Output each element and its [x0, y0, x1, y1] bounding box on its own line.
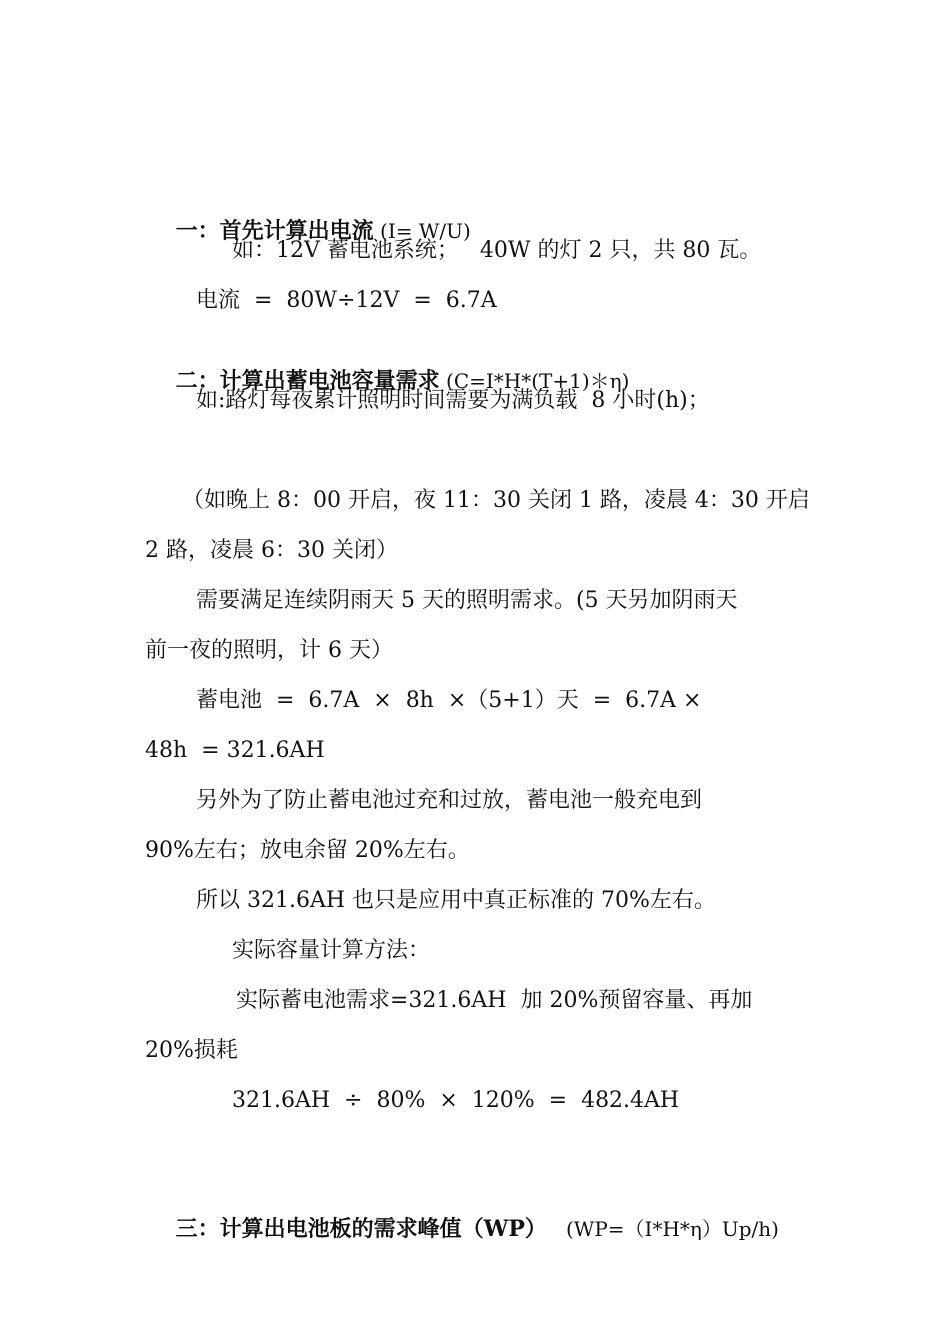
text-line: 另外为了防止蓄电池过充和过放，蓄电池一般充电到	[196, 788, 703, 813]
section-1-formula: (I= W/U)	[373, 219, 471, 243]
section-2-heading	[145, 336, 630, 394]
text-line: 实际容量计算方法：	[232, 938, 431, 963]
section-2-title: 二：计算出蓄电池容量需求	[175, 368, 440, 394]
text-line: 90%左右；放电余留 20%左右。	[145, 838, 470, 863]
text-line: 20%损耗	[145, 1038, 238, 1063]
text-line: 蓄电池 = 6.7A × 8h ×（5+1）天 = 6.7A ×	[196, 688, 702, 713]
section-3-heading	[145, 1184, 779, 1242]
text-line: 前一夜的照明，计 6 天）	[145, 638, 393, 663]
text-line: 电流 = 80W÷12V = 6.7A	[196, 288, 497, 313]
text-line: 2 路，凌晨 6：30 关闭）	[145, 538, 398, 563]
text-line: 如：12V 蓄电池系统； 40W 的灯 2 只，共 80 瓦。	[232, 238, 762, 263]
section-1-heading	[145, 186, 471, 244]
text-line: 48h = 321.6AH	[145, 738, 325, 763]
text-line: 321.6AH ÷ 80% × 120% = 482.4AH	[232, 1088, 680, 1113]
text-line: 实际蓄电池需求=321.6AH 加 20%预留容量、再加	[236, 988, 753, 1013]
section-3-formula: (WP=（I*H*η）Up/h)	[546, 1217, 779, 1241]
text-line: 需要满足连续阴雨天 5 天的照明需求。(5 天另加阴雨天	[196, 588, 738, 613]
section-2-formula: (C=I*H*(T+1)＊η)	[439, 369, 630, 393]
section-1-title: 一：首先计算出电流	[175, 218, 374, 244]
text-line: 所以 321.6AH 也只是应用中真正标准的 70%左右。	[196, 888, 716, 913]
text-line: （如晚上 8：00 开启，夜 11：30 关闭 1 路，凌晨 4：30 开启	[182, 488, 810, 513]
section-3-title: 三：计算出电池板的需求峰值（WP）	[175, 1216, 547, 1242]
text-line: 如:路灯每夜累计照明时间需要为满负载 8 小时(h)；	[196, 388, 710, 413]
